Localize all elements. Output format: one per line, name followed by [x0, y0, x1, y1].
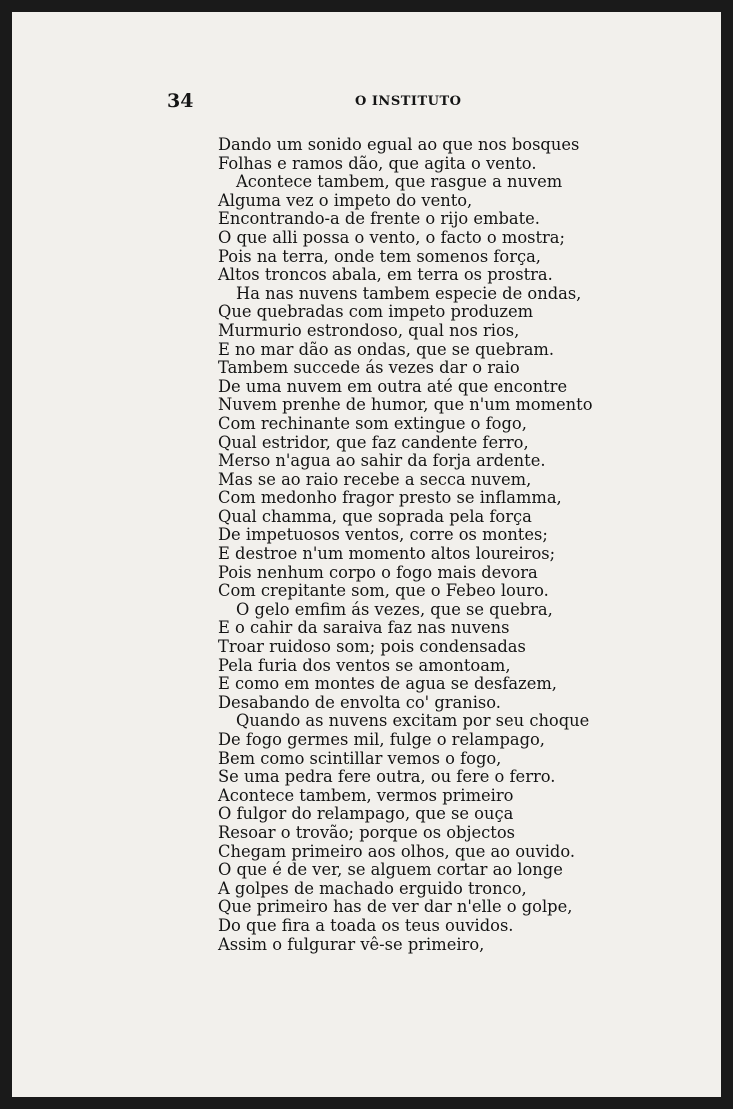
verse-line: O que é de ver, se alguem cortar ao longe [218, 860, 563, 880]
verse-line: E como em montes de agua se desfazem, [218, 674, 557, 694]
verse-line: Pela furia dos ventos se amontoam, [218, 655, 511, 675]
verse-line: O gelo emfim ás vezes, que se quebra, [236, 599, 553, 619]
book-page [12, 12, 721, 1097]
verse-line: Que primeiro has de ver dar n'elle o golpe, [218, 897, 573, 917]
running-head: O INSTITUTO [355, 94, 462, 109]
verse-line: Quando as nuvens excitam por seu choque [236, 711, 590, 731]
verse-line: Com crepitante som, que o Febeo louro. [218, 581, 549, 601]
verse-line: Tambem succede ás vezes dar o raio [218, 358, 520, 378]
verse-line: Desabando de envolta co' graniso. [218, 692, 501, 712]
verse-line: De uma nuvem em outra até que encontre [218, 376, 568, 396]
verse-line: Do que fira a toada os teus ouvidos. [218, 915, 514, 935]
verse-line: Bem como scintillar vemos o fogo, [218, 748, 502, 768]
verse-line: Murmurio estrondoso, qual nos rios, [218, 320, 520, 340]
verse-line: Dando um sonido egual ao que nos bosques [218, 135, 580, 154]
verse-line: Qual chamma, que soprada pela força [218, 506, 532, 526]
verse-line: Se uma pedra fere outra, ou fere o ferro. [218, 767, 556, 787]
page-number: 34 [167, 90, 194, 112]
verse-line: Acontece tambem, vermos primeiro [218, 785, 514, 805]
verse-line: Merso n'agua ao sahir da forja ardente. [218, 451, 546, 471]
verse-line: Mas se ao raio recebe a secca nuvem, [218, 469, 532, 489]
verse-line: Pois na terra, onde tem somenos força, [218, 246, 541, 266]
verse-line: De fogo germes mil, fulge o relampago, [218, 730, 545, 749]
verse-line: O que alli possa o vento, o facto o mostra; [218, 227, 565, 247]
verse-line: Ha nas nuvens tambem especie de ondas, [236, 283, 582, 303]
verse-line: Altos troncos abala, em terra os prostra. [218, 265, 553, 285]
verse-line: Resoar o trovão; porque os objectos [218, 822, 515, 842]
verse-line: Assim o fulgurar vê-se primeiro, [218, 934, 485, 954]
verse-line: Nuvem prenhe de humor, que n'um momento [218, 395, 593, 415]
poem-text [218, 136, 618, 954]
verse-line: Acontece tambem, que rasgue a nuvem [236, 172, 563, 192]
verse-line: Com rechinante som extingue o fogo, [218, 413, 527, 433]
verse-line: Encontrando-a de frente o rijo embate. [218, 209, 540, 229]
verse-line: Alguma vez o impeto do vento, [218, 190, 473, 210]
verse-line: De impetuosos ventos, corre os montes; [218, 525, 548, 545]
verse-line: E no mar dão as ondas, que se quebram. [218, 339, 555, 359]
verse-line: E o cahir da saraiva faz nas nuvens [218, 618, 510, 638]
verse-line: Folhas e ramos dão, que agita o vento. [218, 153, 537, 173]
verse-line: Qual estridor, que faz candente ferro, [218, 432, 529, 452]
verse-line: Com medonho fragor presto se inflamma, [218, 488, 562, 508]
page-header [12, 90, 721, 120]
verse-line: A golpes de machado erguido tronco, [218, 878, 527, 898]
verse-line: Que quebradas com impeto produzem [218, 302, 534, 322]
verse-line: Chegam primeiro aos olhos, que ao ouvido. [218, 841, 576, 861]
verse-line: E destroe n'um momento altos loureiros; [218, 544, 556, 564]
verse-line: Troar ruidoso som; pois condensadas [218, 637, 526, 657]
verse-line: O fulgor do relampago, que se ouça [218, 804, 514, 824]
verse-line: Pois nenhum corpo o fogo mais devora [218, 562, 538, 582]
